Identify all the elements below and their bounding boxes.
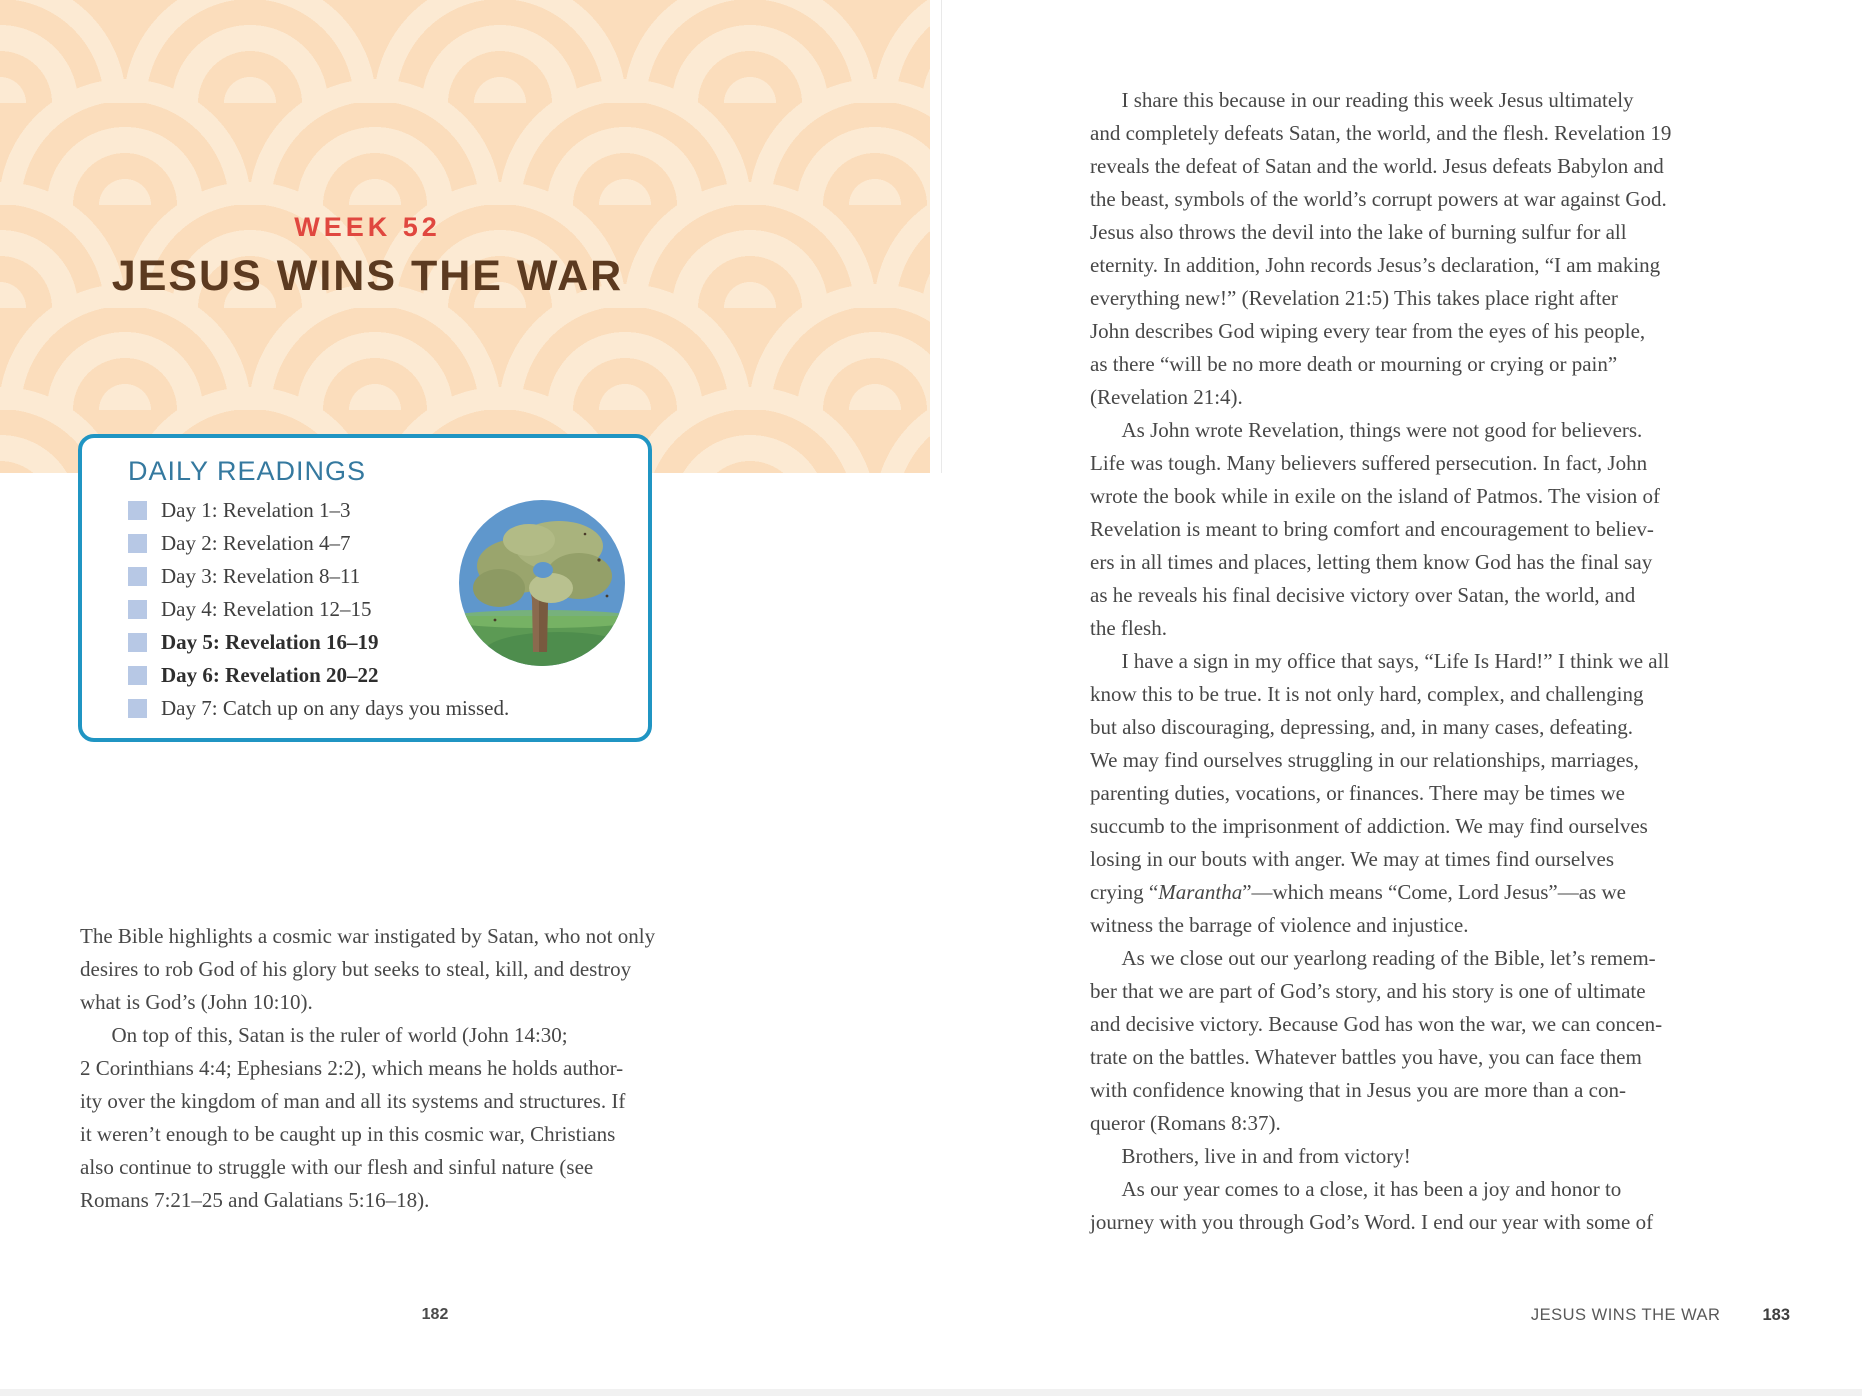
chapter-title: JESUS WINS THE WAR bbox=[111, 252, 624, 300]
reading-item bbox=[128, 599, 509, 620]
reading-item-label: Day 4: Revelation 12–15 bbox=[161, 597, 372, 621]
right-page-footer bbox=[1390, 1306, 1790, 1325]
left-page-body: The Bible highlights a cosmic war instigated by Satan, who not only desires to rob God of his glory but seeks to steal, kill, and destroy what is God’s (John 10:10). On top of this, Satan is the ruler of world (John 14:30; 2 Corinthians 4:4; Ephesians 2:2), which means he holds author- ity over the kingdom of man and all its systems and structures. If it weren’t enough to be caught up in this cosmic war, Christians also continue to struggle with our flesh and sinful nature (see Romans 7:21–25 and Galatians 5:16–18). bbox=[80, 924, 656, 1212]
daily-readings-box bbox=[78, 434, 652, 742]
running-title: JESUS WINS THE WAR bbox=[1530, 1306, 1721, 1324]
reading-item-label: Day 5: Revelation 16–19 bbox=[161, 630, 379, 654]
right-page-body: I share this because in our reading this week Jesus ultimately and completely defeats Satan, the world, and the flesh. Revelation 19 reveals the defeat of Satan and the world. Jesus defeats Babylon and the beast, symbols of the world’s corrupt powers at war against God. Jesus also throws the devil into the lake of burning sulfur for all eternity. In addition, John records Jesus’s declaration, “I am making everything new!” (Revelation 21:5) This takes place right after John describes God wiping every tear from the eyes of his people, as there “will be no more death or mourning or crying or pain” (Revelation 21:4). As John wrote Revelation, things were not good for believers. Life was tough. Many believers suffered persecution. In fact, John wrote the book while in exile on the island of Patmos. The vision of Revelation is meant to bring comfort and encouragement to believ- ers in all times and places, letting them know God has the final say as he reveals his final decisive victory over Satan, the world, and the flesh. I have a sign in my office that says, “Life Is Hard!” I think we all know this to be true. It is not only hard, complex, and challenging but also discouraging, depressing, and, in many cases, defeating. We may find ourselves struggling in our relationships, marriages, parenting duties, vocations, or finances. There may be times we succumb to the imprisonment of addiction. We may find ourselves losing in our bouts with anger. We may at times find ourselves crying “Marantha”—which means “Come, Lord Jesus”—as we witness the barrage of violence and injustice. As we close out our yearlong reading of the Bible, let’s remem- ber that we are part of God’s story, and his story is one of ultimate and decisive victory. Because God has won the war, we can concen- trate on the battles. Whatever battles you have, you can face them with confidence knowing that in Jesus you are more than a con- queror (Romans 8:37). Brothers, live in and from victory! As our year comes to a close, it has been a joy and honor to journey with you through God’s Word. I end our year with some of bbox=[1090, 88, 1672, 1234]
right-page-number: 183 bbox=[1762, 1306, 1790, 1324]
reading-item-label: Day 3: Revelation 8–11 bbox=[161, 564, 361, 588]
chapter-header bbox=[0, 0, 930, 473]
page-bottom-edge bbox=[0, 1389, 1862, 1396]
checkbox-icon bbox=[128, 600, 147, 619]
reading-item bbox=[128, 566, 509, 587]
reading-item-label: Day 6: Revelation 20–22 bbox=[161, 663, 379, 687]
chapter-header-inner bbox=[80, 0, 655, 473]
checkbox-icon bbox=[128, 501, 147, 520]
checkbox-icon bbox=[128, 534, 147, 553]
reading-item-label: Day 1: Revelation 1–3 bbox=[161, 498, 351, 522]
left-page-number: 182 bbox=[421, 1306, 449, 1323]
checkbox-icon bbox=[128, 567, 147, 586]
reading-item-label: Day 2: Revelation 4–7 bbox=[161, 531, 351, 555]
reading-item bbox=[128, 665, 509, 686]
reading-item-label: Day 7: Catch up on any days you missed. bbox=[161, 696, 510, 720]
reading-list bbox=[128, 500, 509, 719]
checkbox-icon bbox=[128, 633, 147, 652]
week-kicker: WEEK 52 bbox=[294, 212, 441, 242]
reading-item bbox=[128, 500, 509, 521]
tree-illustration bbox=[459, 500, 625, 666]
page-gutter-line bbox=[941, 0, 942, 473]
reading-item bbox=[128, 632, 509, 653]
checkbox-icon bbox=[128, 666, 147, 685]
checkbox-icon bbox=[128, 699, 147, 718]
daily-readings-heading: DAILY READINGS bbox=[128, 456, 367, 486]
reading-item bbox=[128, 533, 509, 554]
reading-item bbox=[128, 698, 509, 719]
